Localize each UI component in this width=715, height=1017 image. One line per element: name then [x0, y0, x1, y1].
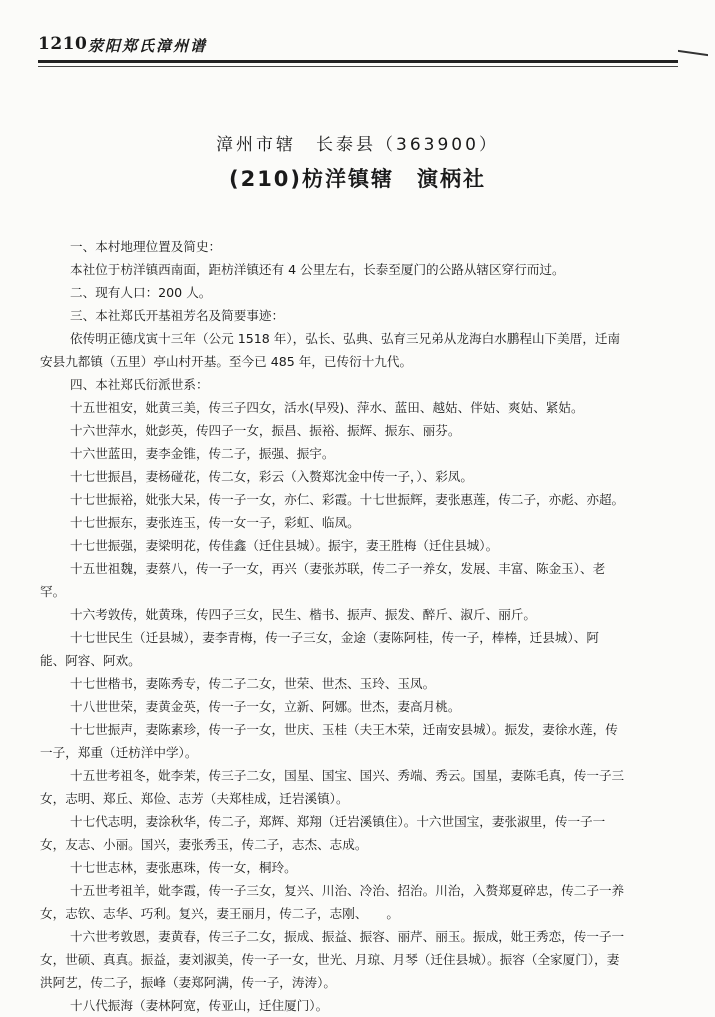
body-line: 一子，郑重（迁枋洋中学）。 [40, 745, 198, 760]
body-line: 安县九都镇（五里）亭山村开基。至今已 485 年，已传衍十九代。 [40, 354, 413, 369]
section-title-village: (210)枋洋镇辖 演柄社 [228, 167, 487, 191]
body-line: 十六考敦传，妣黄珠，传四子三女，民生、楷书、振声、振发、醉斤、淑斤、丽斤。 [70, 607, 536, 622]
body-line: 十六世考敦恩，妻黄春，传三子二女，振成、振益、振容、丽芹、丽玉。振成，妣王秀恋，传一子一 [70, 929, 625, 944]
header-rule-thick [38, 60, 678, 63]
body-line: 能、阿容、阿欢。 [40, 653, 141, 668]
section-title-county: 漳州市辖 长泰县（363900） [216, 135, 499, 155]
page-number: 1210 [38, 34, 88, 54]
body-line: 女，志明、郑丘、郑俭、志芳（夫郑桂成，迁岩溪镇）。 [40, 791, 349, 806]
body-line: 洪阿艺，传二子，振峰（妻郑阿满，传一子，涛涛）。 [40, 975, 336, 990]
body-line: 十八世世荣，妻黄金英，传一子一女，立新、阿娜。世杰，妻高月桃。 [70, 699, 461, 714]
body-line: 十六世蓝田，妻李金锥，传二子，振强、振宇。 [70, 446, 335, 461]
body-line: 十七世振昌，妻杨碰花，传二女，彩云（入赘郑沈金中传一子，）、彩凤。 [70, 469, 473, 484]
body-line: 十七世振强，妻梁明花，传佳鑫（迁住县城）。振宇，妻王胜梅（迁住县城）。 [70, 538, 499, 553]
body-line: 三、本社郑氏开基祖芳名及简要事迹： [70, 308, 285, 323]
header-rule-thin [38, 66, 678, 67]
page-fold-mark [678, 50, 708, 86]
document-body [40, 235, 670, 1017]
body-line: 女，世硕、真真。振益，妻刘淑美，传一子一女，世光、月琼、月琴（迁住县城）。振容（全家厦门），妻 [40, 952, 620, 967]
body-line: 一、本村地理位置及简史： [70, 239, 222, 254]
body-line: 女，友志、小丽。国兴，妻张秀玉，传二子，志杰、志成。 [40, 837, 368, 852]
body-line: 十七世楷书，妻陈秀专，传二子二女，世荣、世杰、玉玲、玉凤。 [70, 676, 436, 691]
body-line: 十五世祖魏，妻蔡八，传一子一女，再兴（妻张苏联，传二子一养女，发展、丰富、陈金玉）、老 [70, 561, 606, 576]
body-line: 依传明正德戊寅十三年（公元 1518 年），弘长、弘典、弘育三兄弟从龙海白水鹏程山下美厝，迁南 [70, 331, 621, 346]
body-line: 十七世振声，妻陈素珍，传一子一女，世庆、玉桂（夫王木荣，迁南安县城）。振发，妻徐水莲，传 [70, 722, 618, 737]
body-line: 十七世振裕，妣张大呆，传一子一女，亦仁、彩霞。十七世振辉，妻张惠莲，传二子，亦彪、亦超。 [70, 492, 625, 507]
body-line: 十五世考祖冬，妣李茉，传三子二女，国星、国宝、国兴、秀端、秀云。国星，妻陈毛真，传一子三 [70, 768, 625, 783]
body-line: 十五世祖安，妣黄三美，传三子四女，活水(早殁)、萍水、蓝田、越姑、伴姑、爽姑、紧姑。 [70, 400, 584, 415]
body-line: 十七世民生（迁县城），妻李青梅，传一子三女，金途（妻陈阿桂，传一子，棒棒，迁县城）、阿 [70, 630, 599, 645]
body-line: 本社位于枋洋镇西南面，距枋洋镇还有 4 公里左右，长泰至厦门的公路从辖区穿行而过。 [70, 262, 565, 277]
body-line: 女，志钦、志华、巧利。复兴，妻王丽月，传二子，志刚、 。 [40, 906, 399, 921]
body-line: 十七世振东，妻张连玉，传一女一子，彩虹、临凤。 [70, 515, 360, 530]
body-line: 四、本社郑氏衍派世系： [70, 377, 209, 392]
body-line: 十五世考祖羊，妣李霞，传一子三女，复兴、川治、冷治、招治。川治，入赘郑夏碎忠，传二子一养 [70, 883, 625, 898]
body-line: 罕。 [40, 584, 66, 599]
body-line: 十六世萍水，妣彭英，传四子一女，振昌、振裕、振辉、振东、丽芬。 [70, 423, 461, 438]
page-header [38, 34, 678, 66]
body-line: 十八代振海（妻林阿宽，传亚山，迁住厦门）。 [70, 998, 329, 1013]
body-line: 十七世志林，妻张惠珠，传一女，桐玲。 [70, 860, 297, 875]
body-line: 二、现有人口：200 人。 [70, 285, 212, 300]
body-line: 十七代志明，妻涂秋华，传二子，郑辉、郑翔（迁岩溪镇住）。十六世国宝，妻张淑里，传一子一 [70, 814, 606, 829]
running-title: 荥阳郑氏漳州谱 [88, 37, 208, 55]
